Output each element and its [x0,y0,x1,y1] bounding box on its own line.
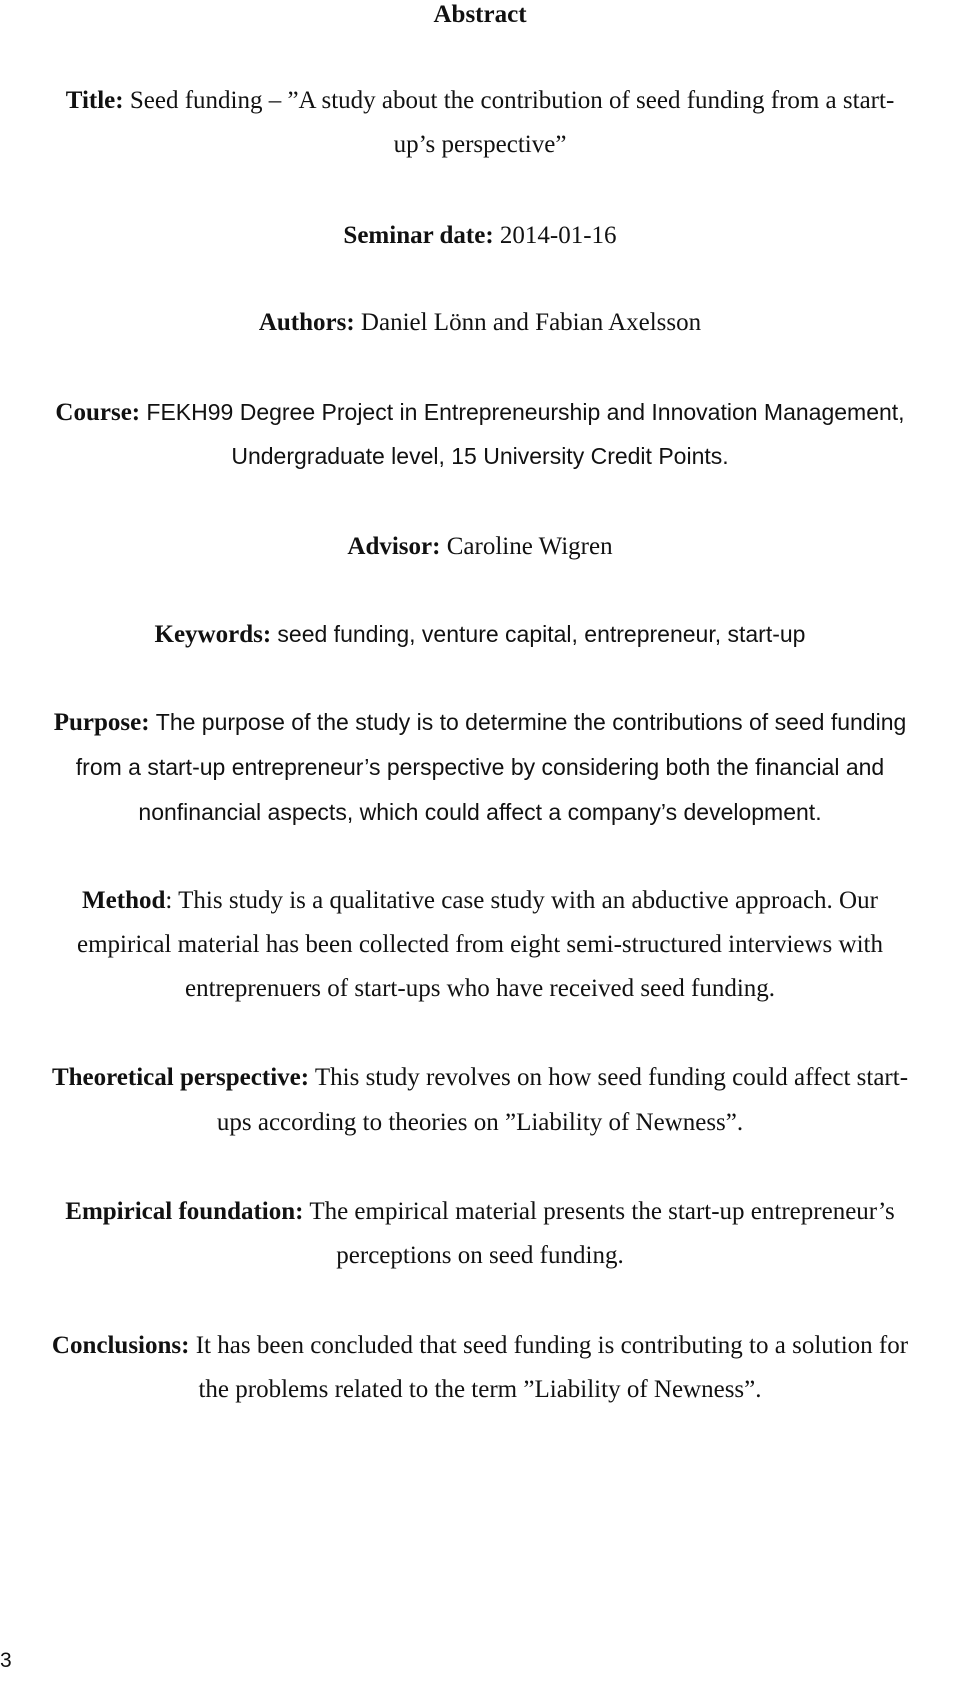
method-text: : This study is a qualitative case study with an abductive approach. Our [165,887,878,914]
course-label: Course: [55,399,141,426]
conclusions-line-1 [0,1331,960,1361]
purpose-line-1 [0,707,960,738]
conclusions-text: It has been concluded that seed funding is contributing to a solution for [195,1332,909,1359]
advisor-label: Advisor: [347,533,441,560]
authors-label: Authors: [258,309,355,336]
course-line-1 [0,397,960,428]
empirical-line-1 [0,1197,960,1227]
purpose-label: Purpose: [53,709,150,736]
method-label: Method [82,887,166,914]
method-line-2: empirical material has been collected from eight semi-structured interviews with [77,931,883,958]
authors-value: Daniel Lönn and Fabian Axelsson [360,309,702,336]
authors [0,308,960,338]
abstract-heading: Abstract [433,1,527,28]
empirical-label: Empirical foundation: [65,1198,304,1225]
title-label: Title: [65,87,124,114]
theoretical-label: Theoretical perspective: [51,1064,310,1091]
title-text: Seed funding – ”A study about the contribution of seed funding from a start- [129,87,895,114]
title-line-1 [0,86,960,116]
conclusions-label: Conclusions: [51,1332,190,1359]
advisor-value: Caroline Wigren [446,533,613,560]
seminar-value: 2014-01-16 [499,222,617,249]
theoretical-line-2: ups according to theories on ”Liability of Newness”. [216,1109,744,1136]
seminar-date [0,221,960,251]
advisor [0,532,960,562]
seminar-label: Seminar date: [343,222,494,249]
keywords-value: seed funding, venture capital, entrepreneur, start-up [277,621,806,647]
method-line-1 [0,886,960,916]
conclusions-line-2: the problems related to the term ”Liability of Newness”. [198,1376,762,1403]
purpose-line-3: nonfinancial aspects, which could affect a company’s development. [138,799,822,825]
method-line-3: entreprenuers of start-ups who have received seed funding. [184,975,776,1002]
course-line-2: Undergraduate level, 15 University Credit Points. [231,443,729,469]
theoretical-text: This study revolves on how seed funding could affect start- [314,1064,909,1091]
title-line-2: up’s perspective” [393,131,567,158]
empirical-text: The empirical material presents the start-up entrepreneur’s [309,1198,895,1225]
theoretical-line-1 [0,1063,960,1093]
purpose-line-2: from a start-up entrepreneur’s perspective by considering both the financial and [75,754,885,780]
keywords [0,619,960,650]
page-number: 3 [0,1649,12,1672]
empirical-line-2: perceptions on seed funding. [336,1242,624,1269]
course-text: FEKH99 Degree Project in Entrepreneurship and Innovation Management, [146,399,905,425]
purpose-text: The purpose of the study is to determine the contributions of seed funding [155,709,907,735]
keywords-label: Keywords: [154,621,272,648]
